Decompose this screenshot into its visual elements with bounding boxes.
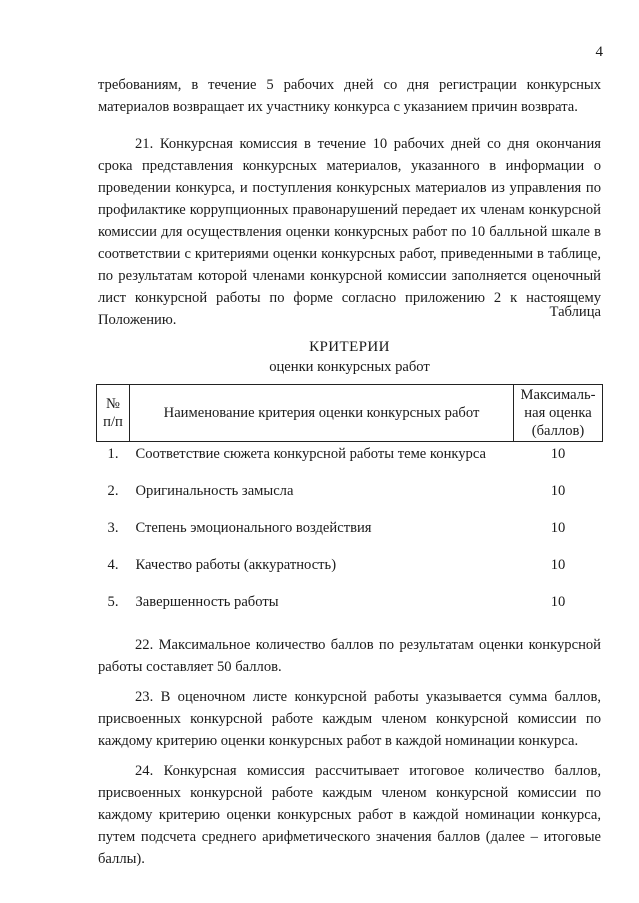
- paragraph-23: 23. В оценочном листе конкурсной работы указывается сумма баллов, присвоенных конкурсной работе каждым членом конкурсной комиссии по каждому критерию оценки конкурсных работ в каждой номинации конкурса.: [98, 689, 601, 749]
- paragraph-21: 21. Конкурсная комиссия в течение 10 рабочих дней со дня окончания срока представления конкурсных материалов, указанного в информации о проведении конкурса, и поступления конкурсных материалов из управления по профилактике коррупционных правонарушений передает их членам конкурсной комиссии для осуществления оценки конкурсных работ по 10 балльной шкале в соответствии с критериями оценки конкурсных работ, приведенными в таблице, по результатам которой членами конкурсной комиссии заполняется оценочный лист конкурсной работы по форме согласно приложению 2 к настоящему Положению.: [98, 136, 601, 328]
- table-row: [97, 442, 603, 480]
- row-max-score: 10: [550, 520, 566, 536]
- table-header-row: [97, 385, 603, 442]
- table-row: [97, 590, 603, 627]
- row-max-score: 10: [550, 483, 566, 499]
- row-number: 5.: [107, 594, 119, 610]
- paragraph-24: 24. Конкурсная комиссия рассчитывает итоговое количество баллов, присвоенных конкурсной работе каждым членом конкурсной комиссии по каждому критерию оценки конкурсных работ в каждой номинации конкурса, путем подсчета среднего арифметического значения баллов (далее – итоговые баллы).: [98, 763, 601, 867]
- row-criterion: Соответствие сюжета конкурсной работы теме конкурса: [135, 446, 486, 462]
- table-label: Таблица: [549, 304, 601, 320]
- header-criterion: [130, 385, 514, 442]
- header-number: [97, 385, 130, 442]
- paragraph-continuation: требованиям, в течение 5 рабочих дней со дня регистрации конкурсных материалов возвращает их участнику конкурса с указанием причин возврата.: [98, 77, 601, 115]
- row-number: 4.: [107, 557, 119, 573]
- criteria-subtitle: оценки конкурсных работ: [269, 359, 430, 375]
- table-row: [97, 516, 603, 553]
- row-max-score: 10: [550, 557, 566, 573]
- header-max-score-text: Максималь- ная оценка (баллов): [520, 387, 596, 439]
- criteria-table: [96, 384, 603, 627]
- paragraph-22: 22. Максимальное количество баллов по результатам оценки конкурсной работы составляет 50 баллов.: [98, 637, 601, 675]
- header-max-score: [514, 385, 603, 442]
- row-max-score: 10: [550, 594, 566, 610]
- row-criterion: Оригинальность замысла: [135, 483, 294, 499]
- row-max-score: 10: [550, 446, 566, 462]
- header-number-text: № п/п: [103, 396, 123, 430]
- row-number: 2.: [107, 483, 119, 499]
- row-number: 1.: [107, 446, 119, 462]
- row-criterion: Качество работы (аккуратность): [135, 557, 337, 573]
- header-criterion-text: Наименование критерия оценки конкурсных работ: [163, 405, 480, 421]
- table-row: [97, 553, 603, 590]
- criteria-title: КРИТЕРИИ: [309, 339, 390, 355]
- row-criterion: Степень эмоционального воздействия: [135, 520, 372, 536]
- row-criterion: Завершенность работы: [135, 594, 279, 610]
- page-number: 4: [595, 44, 603, 60]
- row-number: 3.: [107, 520, 119, 536]
- table-row: [97, 479, 603, 516]
